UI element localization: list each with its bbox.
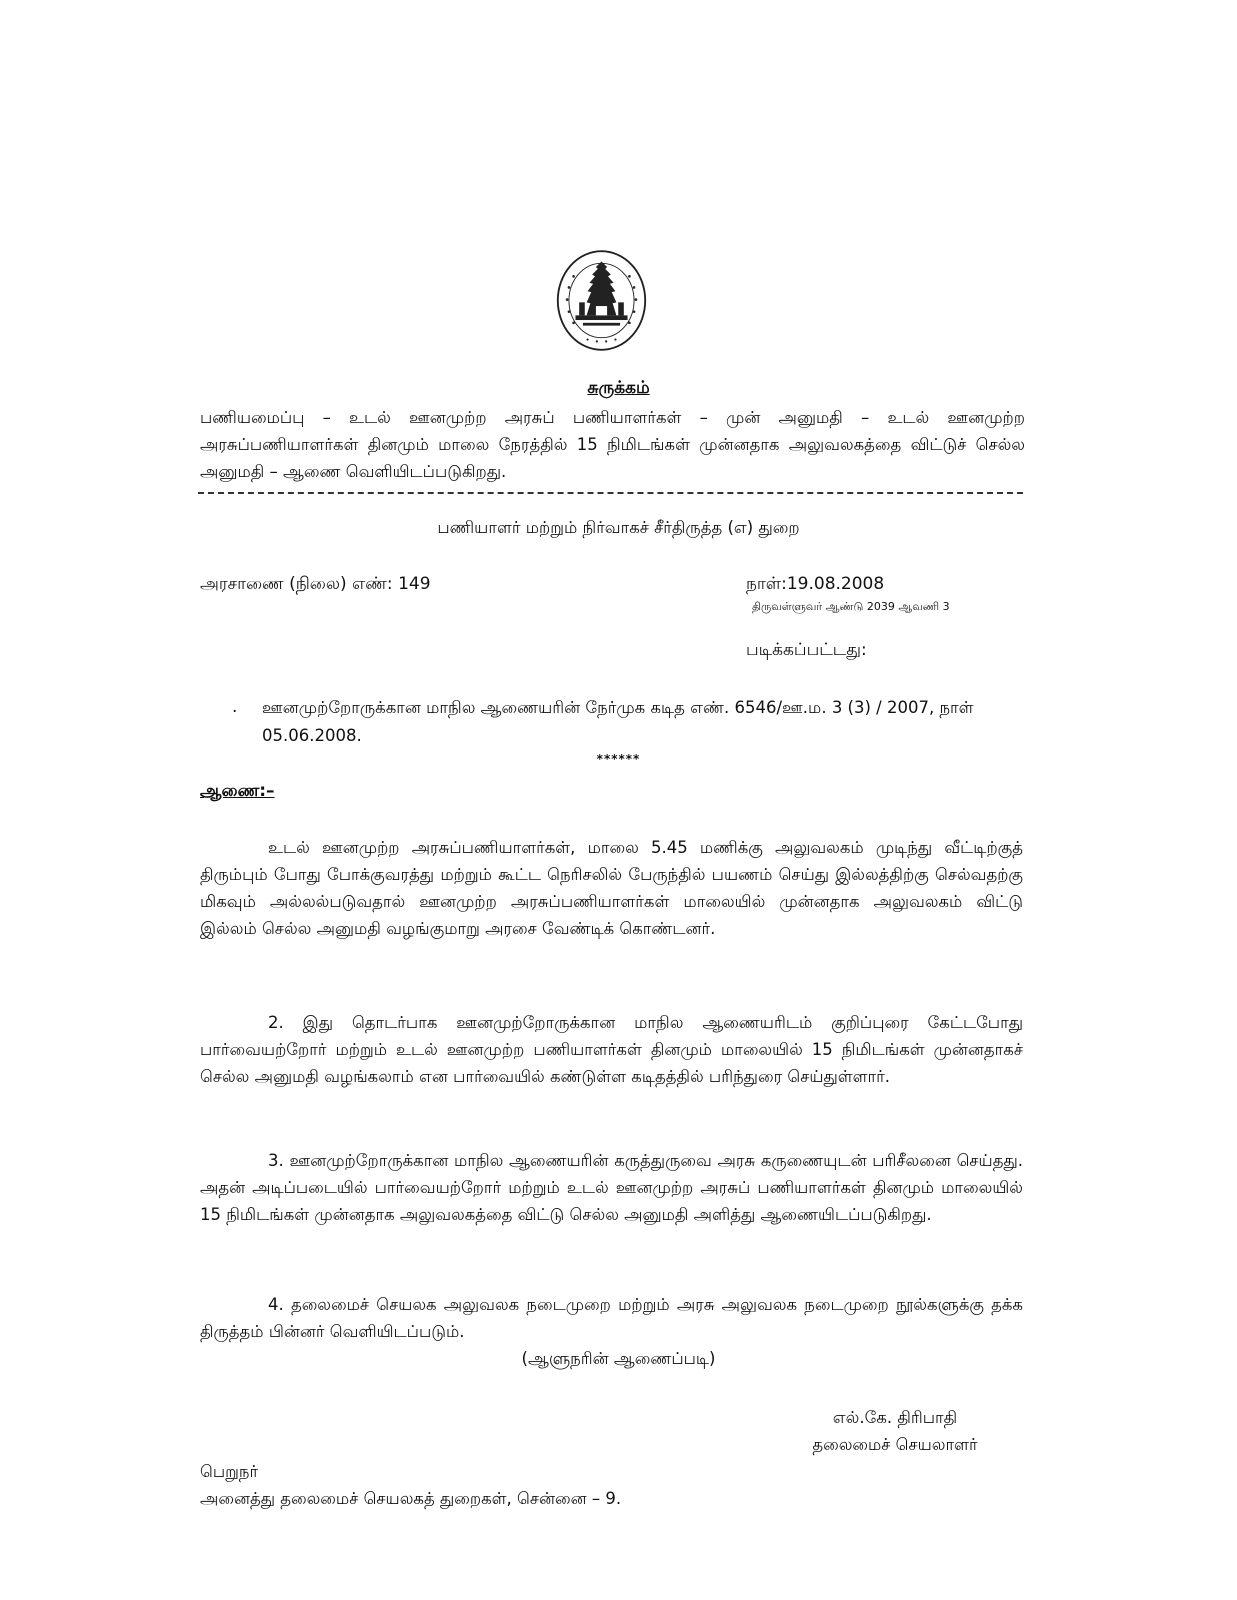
recipient-value: அனைத்து தலைமைச் செயலகத் துறைகள், சென்னை – 9. xyxy=(200,1489,622,1508)
department-name: பணியாளர் மற்றும் நிர்வாகச் சீர்திருத்த (எ) துறை xyxy=(437,518,800,537)
go-number: அரசாணை (நிலை) எண்: 149 xyxy=(200,574,431,594)
order-paragraph-3: 3. ஊனமுற்றோருக்கான மாநில ஆணையரின் கருத்துருவை அரசு கருணையுடன் பரிசீலனை செய்தது. அதன் அடிப்படையில் பார்வையற்றோர் மற்றும் உடல் ஊனமுற்ற அரசுப் பணியாளர்கள் தினமும் மாலையில் 15 நிமிடங்கள் முன்னதாக அலுவலகத்தை விட்டு செல்ல அனுமதி அளித்து ஆணையிடப்படுகிறது. xyxy=(200,1151,1023,1224)
summary-title: சுருக்கம் xyxy=(587,378,650,398)
reference-text: ஊனமுற்றோருக்கான மாநில ஆணையரின் நேர்முக கடித எண். 6546/ஊ.ம. 3 (3) / 2007, நாள் 05.06.2008. xyxy=(262,698,974,745)
recipient-label: பெறுநர் xyxy=(200,1462,259,1481)
tamil-nadu-emblem-icon xyxy=(555,248,648,353)
read-label: படிக்கப்பட்டது: xyxy=(746,640,867,660)
separator-stars: ****** xyxy=(596,752,641,766)
dashed-divider xyxy=(198,492,1023,494)
signatory-title: தலைமைச் செயலாளர் xyxy=(812,1435,978,1454)
reference-marker: . xyxy=(232,697,238,717)
order-heading: ஆணை:– xyxy=(200,781,275,801)
signatory-name: எல்.கே. திரிபாதி xyxy=(832,1408,958,1427)
by-order-of-governor: (ஆளுநரின் ஆணைப்படி) xyxy=(521,1349,716,1368)
order-paragraph-4: 4. தலைமைச் செயலக அலுவலக நடைமுறை மற்றும் அரசு அலுவலக நடைமுறை நூல்களுக்கு தக்க திருத்தம் பின்னர் வெளியிடப்படும். xyxy=(200,1295,1023,1341)
order-paragraph-2: 2. இது தொடர்பாக ஊனமுற்றோருக்கான மாநில ஆணையரிடம் குறிப்புரை கேட்டபோது பார்வையற்றோர் மற்றும் உடல் ஊனமுற்ற பணியாளர்கள் தினமும் மாலையில் 15 நிமிடங்கள் முன்னதாகச் செல்ல அனுமதி வழங்கலாம் என பார்வையில் கண்டுள்ள கடிதத்தில் பரிந்துரை செய்துள்ளார். xyxy=(200,1013,1023,1086)
summary-text: பணியமைப்பு – உடல் ஊனமுற்ற அரசுப் பணியாளர்கள் – முன் அனுமதி – உடல் ஊனமுற்ற அரசுப்பணியாளர்கள் தினமும் மாலை நேரத்தில் 15 நிமிடங்கள் முன்னதாக அலுவலகத்தை விட்டுச் செல்ல அனுமதி – ஆணை வெளியிடப்படுகிறது. xyxy=(200,408,1025,481)
go-date: நாள்:19.08.2008 xyxy=(746,574,885,594)
go-date-tamil-calendar: திருவள்ளுவர் ஆண்டு 2039 ஆவணி 3 xyxy=(752,600,950,613)
order-paragraph-1: உடல் ஊனமுற்ற அரசுப்பணியாளர்கள், மாலை 5.45 மணிக்கு அலுவலகம் முடிந்து வீட்டிற்குத் திரும்பும் போது போக்குவரத்து மற்றும் கூட்ட நெரிசலில் பேருந்தில் பயணம் செய்து இல்லத்திற்கு செல்வதற்கு மிகவும் அல்லல்படுவதால் ஊனமுற்ற அரசுப்பணியாளர்கள் மாலையில் முன்னதாக அலுவலகம் விட்டு இல்லம் செல்ல அனுமதி வழங்குமாறு அரசை வேண்டிக் கொண்டனர். xyxy=(200,838,1023,938)
